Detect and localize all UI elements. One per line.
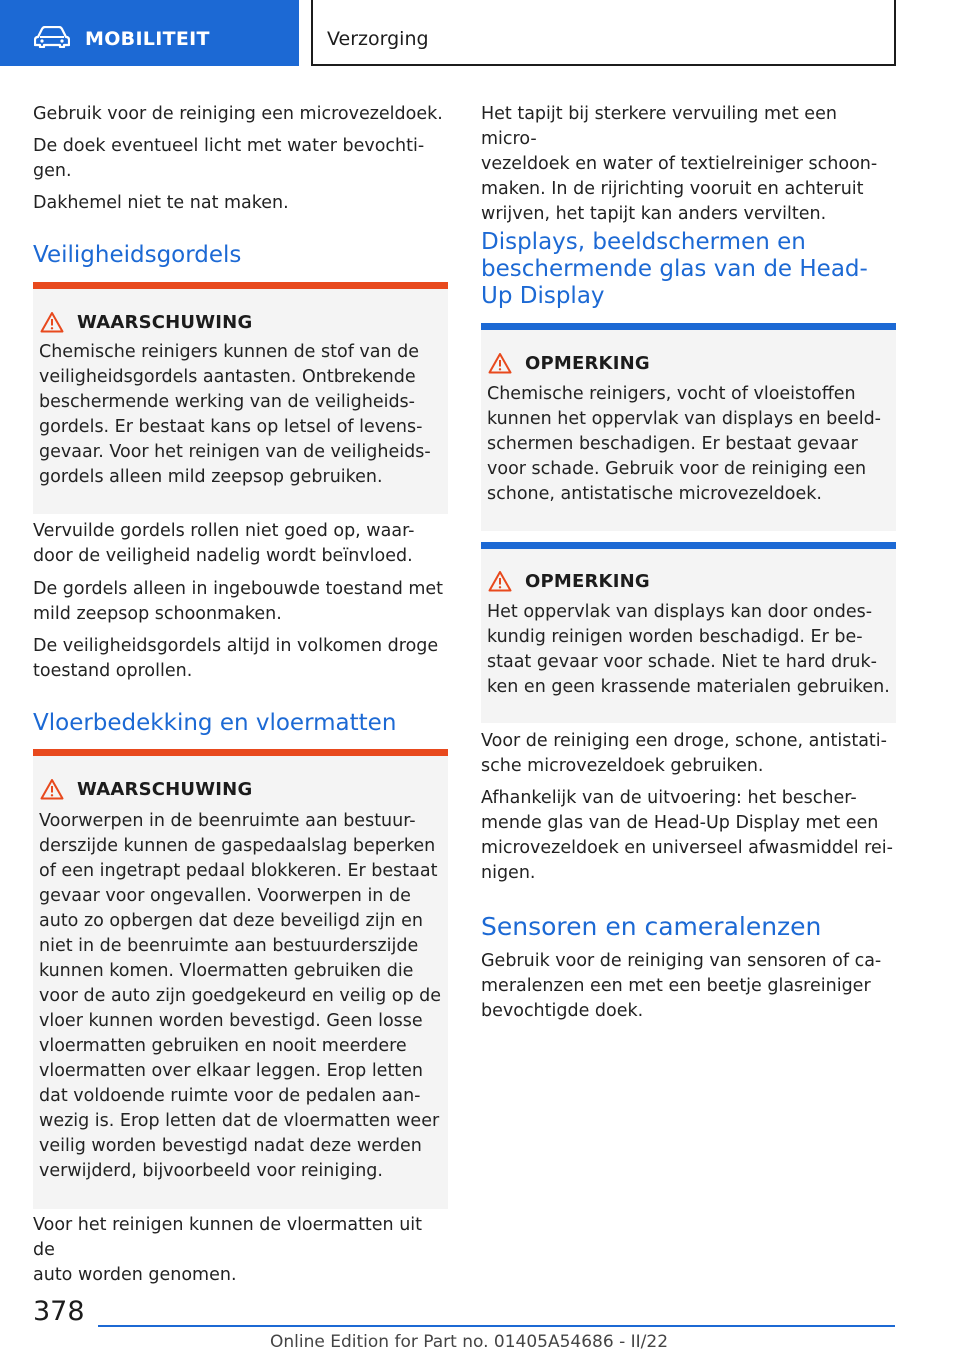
warning-body: Voorwerpen in de beenruimte aan bestuur- derszijde kunnen de gaspedaalslag beperken of een ingetrapt pedaal blokkeren. Er bestaat gevaar voor ongevallen. Voorwerpen in de auto zo opbergen dat deze beveiligd zijn en niet in de beenruimte aan bestuurderszijde kunnen komen. Vloermatten gebruiken die voor de auto zijn goedgekeurd en veilig op de vloer kunnen worden bevestigd. Geen losse vloermatten gebruiken en nooit meerdere vloermatten over elkaar leggen. Erop letten dat voldoende ruimte voor de pedalen aan- wezig is. Erop letten dat de vloermatten weer veilig worden bevestigd nadat deze werden verwijderd, bijvoorbeeld voor reiniging. (39, 811, 442, 1181)
page-number: 378 (33, 1296, 85, 1327)
chapter-tab-label: MOBILITEIT (85, 28, 210, 50)
seatbelt-paragraph-3: De veiligheidsgordels altijd in volkomen droge toestand oprollen. (33, 636, 439, 681)
heading-sensors: Sensoren en cameralenzen (481, 912, 822, 941)
warning-bar (33, 749, 448, 756)
warning-title: WAARSCHUWING (77, 779, 253, 800)
note-body: Chemische reinigers, vocht of vloeistoffen kunnen het oppervlak van displays en beeld- schermen beschadigen. Er bestaat gevaar voor schade. Gebruik voor de reiniging een schone, antistatische microvezeldoek. (487, 384, 881, 504)
warning-title: WAARSCHUWING (77, 312, 253, 333)
warning-triangle-icon (40, 778, 64, 800)
carpet-paragraph: Het tapijt bij sterkere vervuiling met een micro- vezeldoek en water of textielreiniger schoon- maken. In de rijrichting vooruit en achteruit wrijven, het tapijt kan anders vervilten. (481, 104, 878, 224)
display-paragraph-2: Afhankelijk van de uitvoering: het bescher- mende glas van de Head-Up Display met een microvezeldoek en universeel afwasmiddel rei- nigen. (481, 788, 893, 883)
display-paragraph-1: Voor de reiniging een droge, schone, antistati- sche microvezeldoek gebruiken. (481, 731, 887, 776)
edition-text: Online Edition for Part no. 01405A54686 - II/22 (270, 1332, 669, 1352)
heading-seatbelts: Veiligheidsgordels (33, 242, 242, 268)
note-bar (481, 542, 896, 549)
heading-displays: Displays, beeldschermen en beschermende glas van de Head- Up Display (481, 229, 868, 309)
warning-triangle-icon (488, 352, 512, 374)
floor-mats-paragraph: Voor het reinigen kunnen de vloermatten uit de auto worden genomen. (33, 1215, 423, 1285)
footer-divider (98, 1325, 895, 1327)
note-body: Het oppervlak van displays kan door ondes- kundig reinigen worden beschadigd. Er be- staat gevaar voor schade. Niet te hard druk- ken en geen krassende materialen gebruiken. (487, 602, 890, 697)
heading-floor-mats: Vloerbedekking en vloermatten (33, 710, 397, 736)
note-displays-chemicals (481, 323, 896, 531)
warning-bar (33, 282, 448, 289)
sensors-paragraph: Gebruik voor de reiniging van sensoren of ca- meralenzen een met een beetje glasreiniger bevochtigde doek. (481, 951, 882, 1021)
warning-seatbelts (33, 282, 448, 514)
warning-body: Chemische reinigers kunnen de stof van de veiligheidsgordels aantasten. Ontbrekende beschermende werking van de veiligheids- gordels. Er bestaat kans op letsel of levens- gevaar. Voor het reinigen van de veiligheids- gordels alleen mild zeepsop gebruiken. (39, 342, 431, 487)
warning-triangle-icon (40, 311, 64, 333)
note-title: OPMERKING (525, 571, 650, 592)
warning-floor-mats (33, 749, 448, 1209)
intro-paragraph-2: De doek eventueel licht met water bevochti- gen. (33, 136, 425, 181)
chapter-tab[interactable] (0, 0, 299, 66)
car-icon (34, 26, 70, 48)
note-displays-cleaning (481, 542, 896, 723)
section-header (311, 0, 896, 66)
note-bar (481, 323, 896, 330)
intro-paragraph-1: Gebruik voor de reiniging een microvezeldoek. (33, 104, 443, 124)
note-title: OPMERKING (525, 353, 650, 374)
seatbelt-paragraph-2: De gordels alleen in ingebouwde toestand met mild zeepsop schoonmaken. (33, 579, 444, 624)
seatbelt-paragraph-1: Vervuilde gordels rollen niet goed op, waar- door de veiligheid nadelig wordt beïnvloed. (33, 521, 415, 566)
section-title: Verzorging (327, 28, 429, 50)
intro-paragraph-3: Dakhemel niet te nat maken. (33, 193, 289, 213)
warning-triangle-icon (488, 570, 512, 592)
